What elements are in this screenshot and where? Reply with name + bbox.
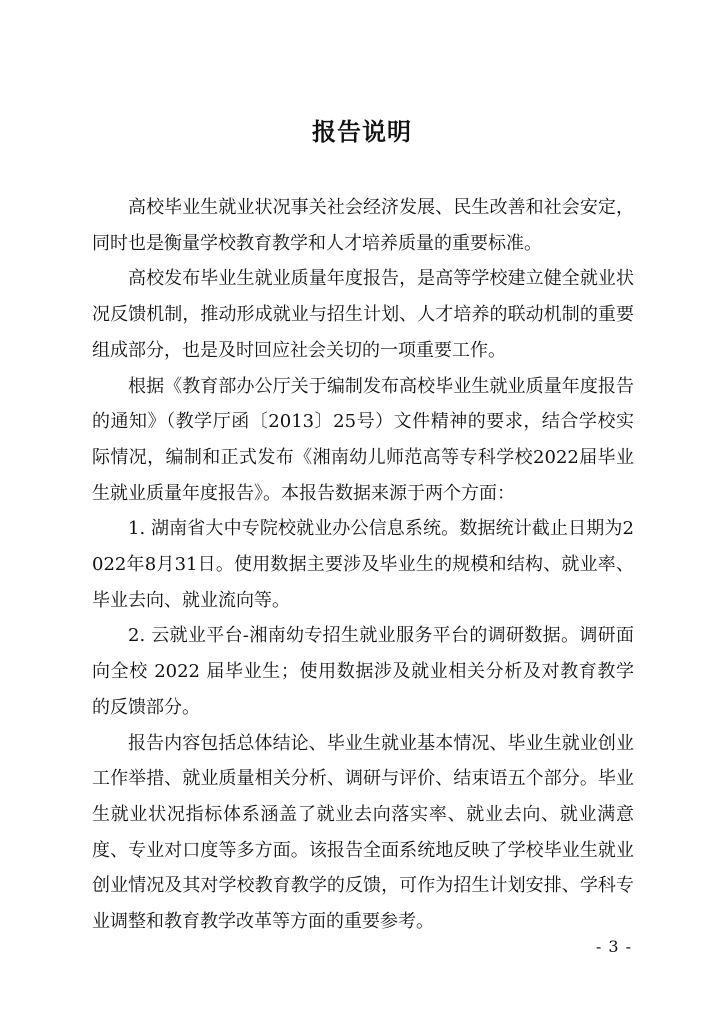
paragraph-data-source-two: 2. 云就业平台-湘南幼专招生就业服务平台的调研数据。调研面向全校 2022 届毕业生；使用数据涉及就业相关分析及对教育教学的反馈部分。 bbox=[92, 625, 634, 718]
paragraph-report-purpose: 高校发布毕业生就业质量年度报告，是高等学校建立健全就业状况反馈机制，推动形成就业与招生计划、人才培养的联动机制的重要组成部分，也是及时回应社会关切的一项重要工作。 bbox=[92, 268, 634, 361]
report-title: 报告说明 bbox=[312, 117, 412, 146]
paragraph-report-basis: 根据《教育部办公厅关于编制发布高校毕业生就业质量年度报告的通知》（教学厅函〔2013〕25号）文件精神的要求，结合学校实际情况，编制和正式发布《湘南幼儿师范高等专科学校2022届毕业生就业质量年度报告》。本报告数据来源于两个方面： bbox=[92, 375, 634, 504]
paragraph-data-source-one: 1. 湖南省大中专院校就业办公信息系统。数据统计截止日期为2022年8月31日。使用数据主要涉及毕业生的规模和结构、就业率、毕业去向、就业流向等。 bbox=[92, 518, 634, 611]
page-number: - 3 - bbox=[595, 937, 632, 956]
paragraph-report-contents: 报告内容包括总体结论、毕业生就业基本情况、毕业生就业创业工作举措、就业质量相关分析、调研与评价、结束语五个部分。毕业生就业状况指标体系涵盖了就业去向落实率、就业去向、就业满意度、专业对口度等多方面。该报告全面系统地反映了学校毕业生就业创业情况及其对学校教育教学的反馈，可作为招生计划安排、学科专业调整和教育教学改革等方面的重要参考。 bbox=[92, 732, 634, 933]
paragraph-employment-importance: 高校毕业生就业状况事关社会经济发展、民生改善和社会安定，同时也是衡量学校教育教学和人才培养质量的重要标准。 bbox=[92, 197, 634, 254]
report-body bbox=[92, 190, 634, 940]
